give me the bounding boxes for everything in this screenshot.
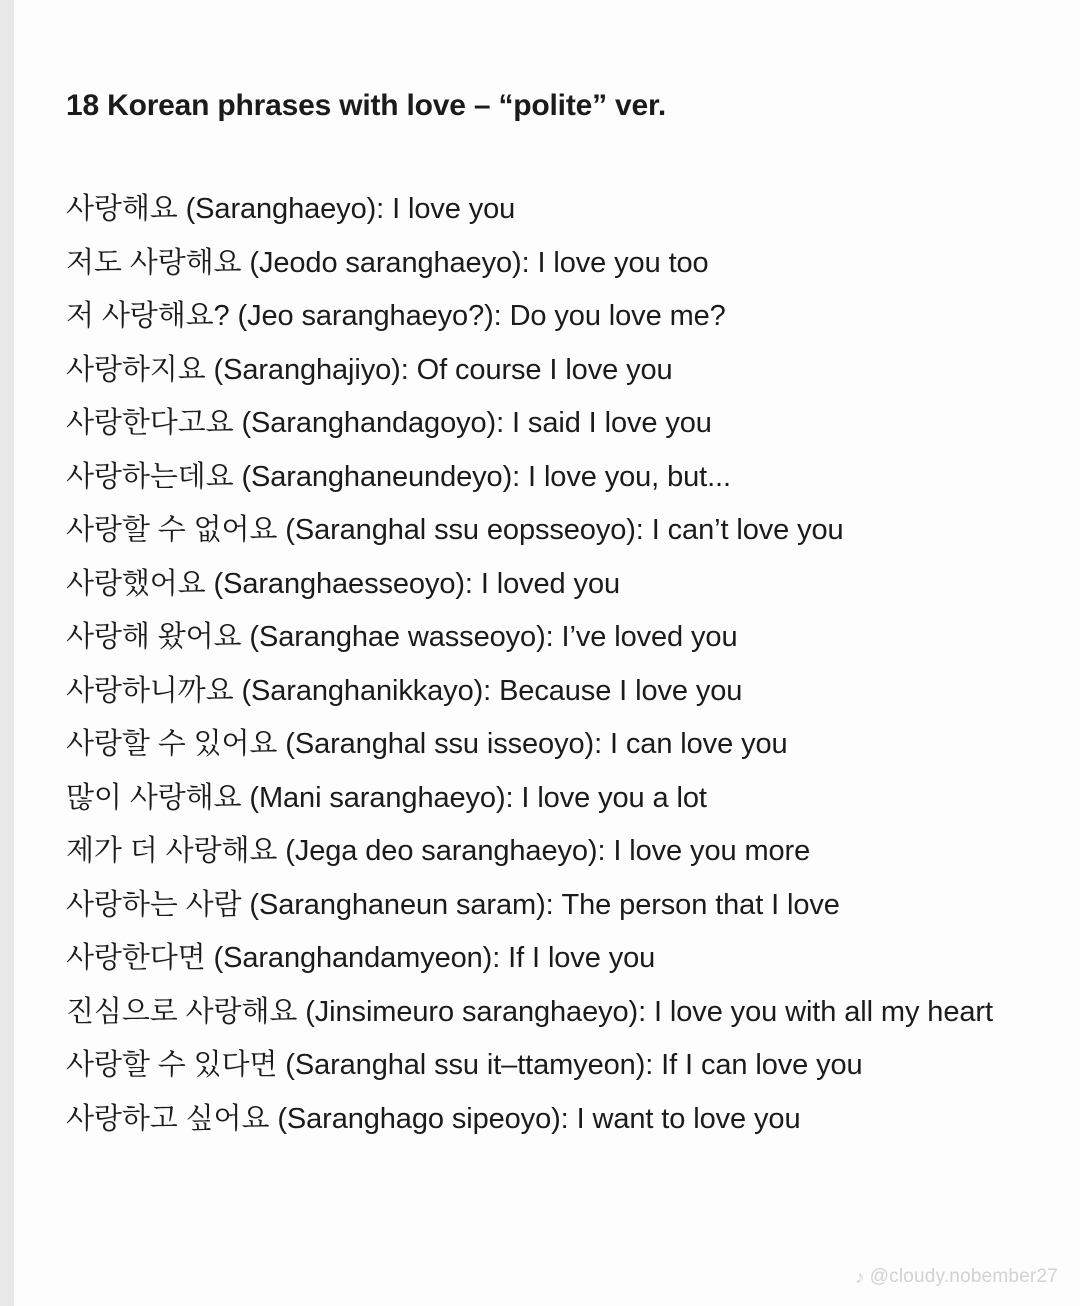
list-item: 사랑하니까요 (Saranghanikkayo): Because I love you — [66, 674, 743, 707]
watermark-handle: @cloudy.nobember27 — [869, 1266, 1058, 1287]
watermark — [855, 1266, 1058, 1288]
list-item: 사랑한다면 (Saranghandamyeon): If I love you — [66, 942, 656, 974]
page-title: 18 Korean phrases with love – “polite” ver. — [66, 89, 666, 122]
list-item: 사랑할 수 있다면 (Saranghal ssu it–ttamyeon): If I can love you — [66, 1049, 863, 1081]
list-item: 저도 사랑해요 (Jeodo saranghaeyo): I love you too — [66, 246, 709, 279]
list-item: 사랑하고 싶어요 (Saranghago sipeoyo): I want to love you — [66, 1102, 801, 1135]
phrase-list — [66, 183, 1040, 1146]
list-item: 사랑하지요 (Saranghajiyo): Of course I love you — [66, 353, 673, 386]
list-item: 사랑할 수 없어요 (Saranghal ssu eopsseoyo): I can’t love you — [66, 514, 844, 546]
list-item: 사랑할 수 있어요 (Saranghal ssu isseoyo): I can love you — [66, 728, 788, 760]
page-left-edge — [0, 0, 14, 1306]
list-item: 사랑했어요 (Saranghaesseoyo): I loved you — [66, 567, 620, 600]
list-item: 제가 더 사랑해요 (Jega deo saranghaeyo): I love you more — [66, 835, 811, 867]
list-item: 사랑하는데요 (Saranghaneundeyo): I love you, but... — [66, 460, 731, 493]
list-item: 많이 사랑해요 (Mani saranghaeyo): I love you a lot — [66, 781, 707, 814]
music-note-icon: ♪ — [855, 1267, 865, 1287]
list-item: 사랑해요 (Saranghaeyo): I love you — [66, 193, 516, 225]
document-content — [66, 86, 1040, 1146]
list-item: 진심으로 사랑해요 (Jinsimeuro saranghaeyo): I love you with all my heart — [66, 995, 993, 1028]
list-item: 저 사랑해요? (Jeo saranghaeyo?): Do you love me? — [66, 300, 726, 332]
list-item: 사랑한다고요 (Saranghandagoyo): I said I love you — [66, 407, 712, 439]
list-item: 사랑해 왔어요 (Saranghae wasseoyo): I’ve loved you — [66, 621, 738, 653]
list-item: 사랑하는 사람 (Saranghaneun saram): The person that I love — [66, 888, 840, 921]
